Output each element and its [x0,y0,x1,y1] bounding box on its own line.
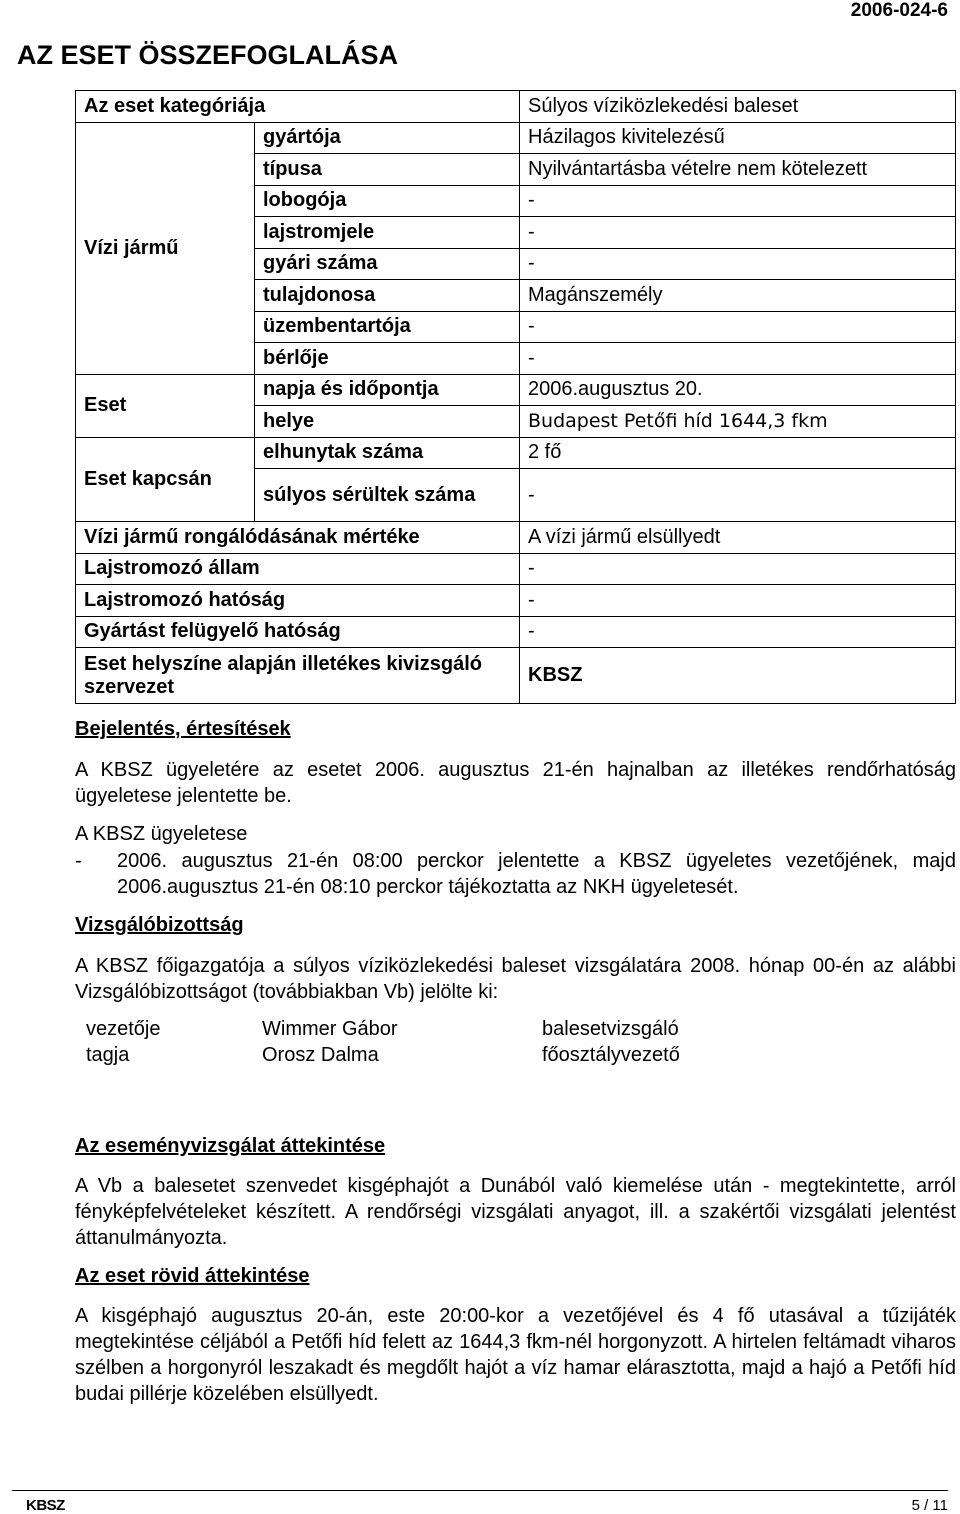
vessel-key: üzembentartója [255,311,520,343]
overview-text: A Vb a balesetet szenvedet kisgéphajót a Dunából való kiemelése után - megtekintette, arról fényképfelvételeket készített. A rendőrségi vizsgálati anyagot, ill. a szakértői vizsgálati jelentést áttanulmányozta. [75,1175,956,1249]
vessel-label: Vízi jármű [76,122,255,374]
case-value: 2006.augusztus 20. [520,374,956,406]
page-number: 5 / 11 [911,1497,948,1514]
member-title: főosztályvezető [542,1044,680,1066]
vessel-key: gyári száma [255,248,520,280]
vessel-value: - [520,185,956,217]
registry-authority-label: Lajstromozó hatóság [76,585,520,617]
registry-state-value: - [520,553,956,585]
case-label: Eset [76,374,255,437]
vessel-value: - [520,343,956,375]
page-title: AZ ESET ÖSSZEFOGLALÁSA [17,40,399,70]
manufacturing-authority-value: - [520,616,956,648]
vessel-key: típusa [255,154,520,186]
vessel-key: gyártója [255,122,520,154]
related-value: - [520,469,956,522]
registry-state-label: Lajstromozó állam [76,553,520,585]
member-title: balesetvizsgáló [542,1018,679,1040]
case-value: Budapest Petőfi híd 1644,3 fkm [520,406,956,438]
committee-member-row [86,1016,680,1042]
brief-heading: Az eset rövid áttekintése [75,1265,310,1287]
damage-value: A vízi jármű elsüllyedt [520,522,956,554]
investigating-body-value: KBSZ [520,648,956,704]
brief-text: A kisgéphajó augusztus 20-án, este 20:00-kor a vezetőjével és 4 fő utasával a tűzijáték megtekintése céljából a Petőfi híd felett az 1644,3 fkm-nél horgonyzott. A hirtelen feltámadt viharos szélben a horgonyról leszakadt és megdőlt hajót a víz hamar elárasztotta, majd a hajó a Petőfi híd budai pillérje közelében elsüllyedt. [75,1305,956,1405]
reports-duty-line: A KBSZ ügyeletese [75,823,248,845]
page-footer [12,1490,948,1514]
vessel-value: - [520,248,956,280]
case-key: napja és időpontja [255,374,520,406]
member-role: tagja [86,1044,130,1066]
case-summary-table [75,90,956,704]
vessel-key: tulajdonosa [255,280,520,312]
bullet-dash: - [75,850,82,872]
kbsz-logo: KBSZ [26,1497,65,1514]
registry-authority-value: - [520,585,956,617]
reports-heading: Bejelentés, értesítések [75,718,291,740]
committee-member-row [86,1042,680,1068]
reports-bullet [75,848,956,900]
vessel-value: Nyilvántartásba vételre nem kötelezett [520,154,956,186]
related-value: 2 fő [520,437,956,469]
member-name: Orosz Dalma [262,1044,379,1066]
vessel-value: - [520,311,956,343]
manufacturing-authority-label: Gyártást felügyelő hatóság [76,616,520,648]
case-key: helye [255,406,520,438]
reports-bullet-text: 2006. augusztus 21-én 08:00 perckor jelentette a KBSZ ügyeletes vezetőjének, majd 2006.augusztus 21-én 08:10 perckor tájékoztatta az NKH ügyeletesét. [117,850,956,898]
related-key: súlyos sérültek száma [255,469,520,522]
related-label: Eset kapcsán [76,437,255,522]
related-key: elhunytak száma [255,437,520,469]
damage-label: Vízi jármű rongálódásának mértéke [76,522,520,554]
vessel-key: lajstromjele [255,217,520,249]
overview-heading: Az eseményvizsgálat áttekintése [75,1135,386,1157]
reports-paragraph: A KBSZ ügyeletére az esetet 2006. augusztus 21-én hajnalban az illetékes rendőrhatóság ügyeletese jelentette be. [75,759,956,807]
vessel-value: Magánszemély [520,280,956,312]
document-id: 2006-024-6 [850,0,948,21]
member-name: Wimmer Gábor [262,1018,398,1040]
category-value: Súlyos víziközlekedési baleset [520,91,956,123]
vessel-value: - [520,217,956,249]
committee-members [86,1016,680,1068]
committee-heading: Vizsgálóbizottság [75,914,244,936]
committee-intro: A KBSZ főigazgatója a súlyos víziközlekedési baleset vizsgálatára 2008. hónap 00-én az alábbi Vizsgálóbizottságot (továbbiakban Vb) jelölte ki: [75,955,956,1003]
vessel-key: lobogója [255,185,520,217]
investigating-body-label: Eset helyszíne alapján illetékes kivizsgáló szervezet [76,648,520,704]
vessel-key: bérlője [255,343,520,375]
member-role: vezetője [86,1018,161,1040]
vessel-value: Házilagos kivitelezésű [520,122,956,154]
category-label: Az eset kategóriája [76,91,520,123]
